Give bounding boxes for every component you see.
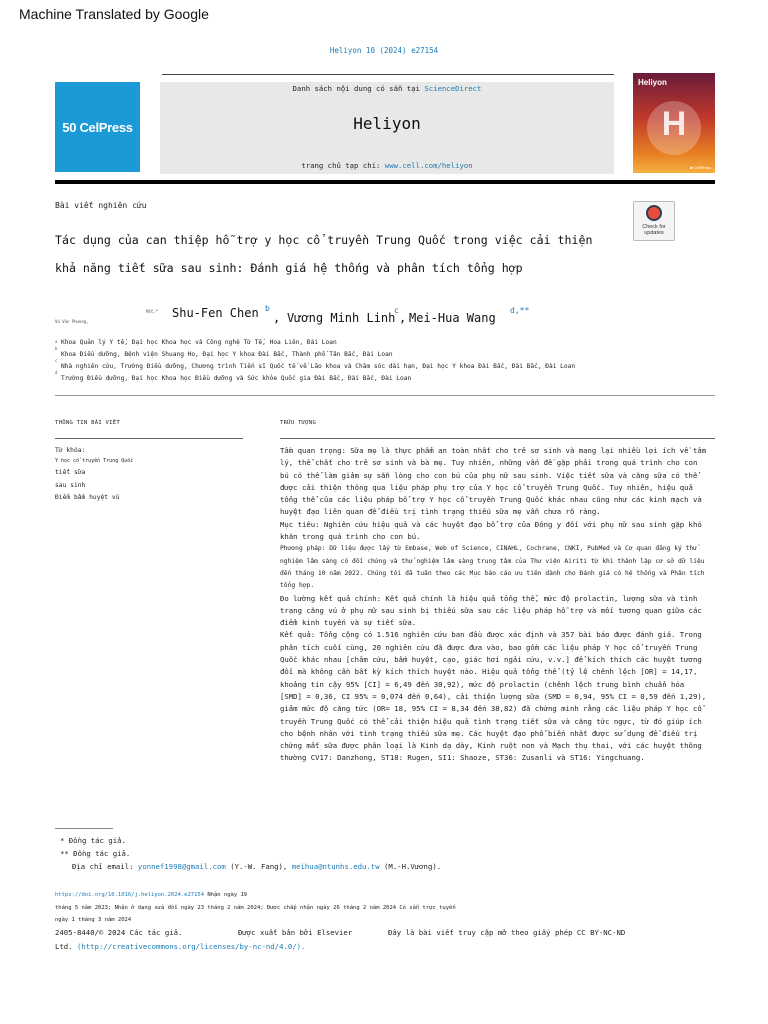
email-owner: (Y.-W. Fang), [230,862,288,871]
journal-homepage [160,161,614,170]
footnote-divider [55,828,113,829]
affiliation: Nhà nghiên cứu, Trường Điều dưỡng, Chương trình Tiến sĩ Quốc tế về Lão khoa và Chăm sóc dài hạn, Đại học Y khoa Đài Bắc, Đài Bắc, Đài Loan [61,363,576,370]
keyword-item: Y học cổ truyền Trung Quốc [55,458,134,464]
abstract-body [280,445,710,765]
author-name[interactable]: Mei-Hua Wang [409,311,496,325]
history-line: tháng 5 năm 2023; Nhận ở dạng sửa đổi ngày 23 tháng 2 năm 2024; Được chấp nhận ngày 26 tháng 2 năm 2024 Có sẵn trực tuyến [55,905,456,911]
keyword-item: sau sinh [55,482,86,489]
author-prefix-2: Vũ Văn Phương, [55,319,89,324]
affiliation-mark: c [55,358,58,363]
check-updates-line2: updates [644,230,664,236]
article-info-rule [55,438,243,439]
section-divider [55,395,715,396]
affiliation: Khoa Điều dưỡng, Bệnh viện Shuang Ho, Đại học Y khoa Đài Bắc, Thành phố Tân Bắc, Đài Loan [61,351,393,358]
journal-cover-image[interactable] [633,73,715,173]
machine-translation-banner: Machine Translated by Google [19,6,209,22]
copyright-notice: 2405-8440/© 2024 Các tác giả. [55,928,183,937]
open-access-notice: Đây là bài viết truy cập mở theo giấy phép CC BY-NC-ND [388,928,626,937]
title-divider [55,180,715,184]
check-updates-icon [646,205,662,221]
article-type: Bài viết nghiên cứu [55,201,147,210]
journal-citation[interactable] [0,46,768,55]
footnote-emails [72,862,441,871]
received-date: Nhận ngày 19 [207,892,248,898]
abstract-importance: Tầm quan trọng: Sữa mẹ là thực phẩm an toàn nhất cho trẻ sơ sinh và mang lại nhiều lợi ích về tâm lý, thể chất cho trẻ sơ sinh và bà mẹ. Tuy nhiên, những vấn đề gặp phải trong quá trình cho con bú có thể làm giảm sự sẵn lòng cho con bú của phụ nữ sau sinh. Việc tiết sữa và căng sữa có thể được cải thiện thông qua liệu pháp phụ trợ của Y học cổ truyền Trung Quốc. Tuy nhiên, hiệu quả tổng thể của các liệu pháp bổ trợ Y học cổ truyền Trung Quốc khác nhau cũng như các kinh mạch và huyệt đạo liên quan để điều trị tình trạng thiếu sữa mẹ vẫn chưa rõ ràng. [280,446,707,517]
abstract-methods: Phương pháp: Dữ liệu được lấy từ Embase, Web of Science, CINAHL, Cochrane, CNKI, PubMed và Cơ quan đăng ký thử nghiệm lâm sàng có đối chứng và thử nghiệm lâm sàng trung tâm của Thư viện Airiti từ khi thành lập cơ sở dữ liệu đến tháng 10 năm 2022. Chúng tôi đã tuân theo các Mục báo cáo ưu tiên dành cho Đánh giá có hệ thống và Phân tích tổng hợp. [280,545,705,590]
email-label: Địa chỉ email: [72,862,134,871]
header-divider [162,74,614,75]
doi-link[interactable]: https://doi.org/10.1016/j.heliyon.2024.e27154 [55,892,205,898]
author-affiliation-mark[interactable]: d,** [510,306,530,315]
homepage-link[interactable]: www.cell.com/heliyon [384,161,473,170]
author-prefix-1: Mốt,* [146,309,159,314]
check-for-updates-button[interactable] [633,201,675,241]
license-url-line [55,942,305,951]
publisher-logo-text: 50 CelPress [62,119,133,135]
abstract-outcomes: Đo lường kết quả chính: Kết quả chính là hiệu quả tổng thể, mức độ prolactin, lượng sữa và tình trạng căng vú ở phụ nữ sau sinh bị thiếu sữa sau các liệu pháp hỗ trợ và mối tương quan giữa các điểm kinh tuyến và sự tiết sữa. [280,593,702,628]
article-title [55,226,615,282]
affiliation-mark: b [55,346,58,351]
abstract-rule [280,438,715,439]
keyword-item: Điểm bấm huyệt vú [55,494,120,501]
keyword-item: tiết sữa [55,469,86,476]
author-separator: , [273,311,281,325]
doi-line [55,892,247,898]
author-affiliation-mark[interactable]: c [394,306,399,315]
citation-text[interactable]: Heliyon 10 (2024) e27154 [329,46,439,55]
cover-publisher: ■ CellPress [690,165,711,170]
affiliation-mark: a [55,339,58,344]
title-line: Tác dụng của can thiệp hỗ trợ y học cổ truyền Trung Quốc trong việc cải thiện [55,233,593,247]
email-owner: (M.-H.Vương). [384,862,442,871]
author-name[interactable]: Shu-Fen Chen [172,306,259,320]
footnote-equal-contribution: ** Đồng tác giả. [60,849,131,858]
footnote-equal-contribution: * Đồng tác giả. [60,836,126,845]
author-separator: , [399,311,407,325]
publisher-logo[interactable] [55,82,140,172]
abstract-objective: Mục tiêu: Nghiên cứu hiệu quả và các huyệt đạo bổ trợ của Đông y đối với phụ nữ sau sinh gặp khó khăn trong quá trình cho con bú. [280,519,702,542]
contents-prefix: Danh sách nội dung có sẵn tại [292,84,420,93]
affiliation-mark: d [55,370,58,375]
license-url-link[interactable]: (http://creativecommons.org/licenses/by-nc-nd/4.0/). [76,942,306,951]
cover-title: Heliyon [638,78,667,87]
affiliation: Trường Điều dưỡng, Đại học Khoa học Điều dưỡng và Sức khỏe Quốc gia Đài Bắc, Đài Bắc, Đài Loan [61,375,412,382]
title-line: khả năng tiết sữa sau sinh: Đánh giá hệ thống và phân tích tổng hợp [55,261,523,275]
license-ltd: Ltd. [55,942,73,951]
email-link[interactable]: yonnef1998@gmail.com [137,862,226,871]
contents-availability [160,84,614,93]
abstract-results: Kết quả: Tổng cộng có 1.516 nghiên cứu ban đầu được xác định và 357 bài báo được đánh giá. Trong phân tích cuối cùng, 20 nghiên cứu đã được đưa vào, bao gồm các liệu pháp Y học cổ truyền Trung Quốc khác nhau [châm cứu, bấm huyệt, cạo, giác hơi ngải cứu, v.v.] để kích thích các huyệt tương đối mà không cần bất kỳ kích thích huyệt nào. Hiệu quả tổng thể (tỷ lệ chênh lệch [OR] = 14,17, khoảng tin cậy 95% [CI] = 6,49 đến 30,92), mức độ prolactin (chênh lệch trung bình chuẩn hóa [SMD] = 0,36, CI 95% = 0,074 đến 0,64), cải thiện lượng sữa (SMD = 0,94, 95% CI = 0,59 đến 1,29), giảm mức độ căng tức (OR= 18, 95% CI = 8,34 đến 38,82) đã chứng minh rằng các liệu pháp Y học cổ truyền Trung Quốc có thể cải thiện hiệu quả tình trạng tiết sữa và căng tức ngực, từ đó giúp ích cho bệnh nhân với tình trạng thiếu sữa mẹ. Các huyệt đạo phổ biến nhất được sử dụng để điều trị chứng mất sữa được phân loại là Kinh dạ dày, Kinh ruột non và Mạch thụ thai, với các huyệt thông thường CV17: Danzhong, ST18: Rugen, SI1: Shaoze, ST36: Zusanli và ST16: Yingchuang. [280,630,707,763]
check-updates-line1: Check for [642,224,666,230]
history-line: ngày 1 tháng 3 năm 2024 [55,917,132,923]
journal-title: Heliyon [353,114,421,133]
homepage-prefix: trang chủ tạp chí: [301,161,381,170]
sciencedirect-link[interactable]: ScienceDirect [424,84,482,93]
keywords-label: Từ khóa: [55,447,86,454]
author-name[interactable]: Vương Minh Linh [287,311,396,325]
email-link[interactable]: meihua@ntunhs.edu.tw [291,862,380,871]
publisher-notice: Được xuất bản bởi Elsevier [238,928,353,937]
cover-letter: H [661,105,687,143]
check-updates-label [634,224,674,236]
article-info-heading: THÔNG TIN BÀI VIẾT [55,420,121,426]
abstract-heading: TRỪU TƯỢNG [280,420,317,426]
author-list [55,306,695,328]
author-affiliation-mark[interactable]: b [265,304,270,313]
affiliation: Khoa Quản lý Y tế, Đại học Khoa học và Công nghệ Từ Tế, Hoa Liên, Đài Loan [61,339,337,346]
journal-header [160,82,614,174]
